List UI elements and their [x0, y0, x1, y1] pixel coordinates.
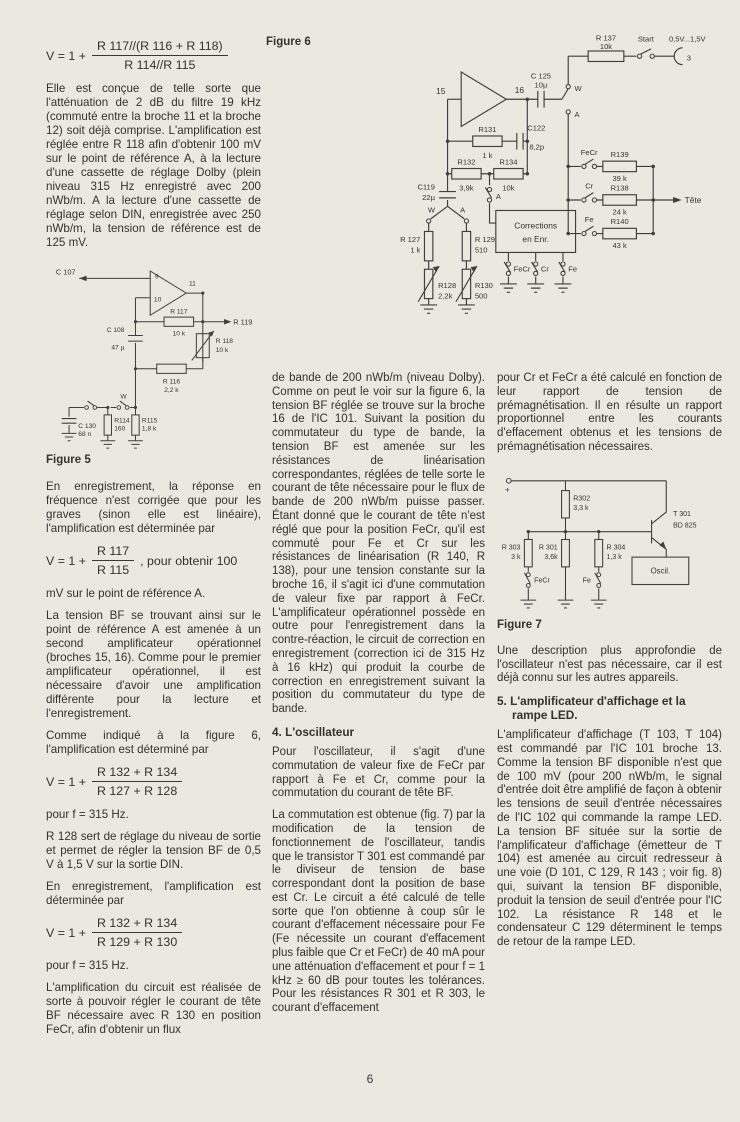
fig7-t301-type: BD 825 [673, 522, 697, 530]
fig7-oscil-label: Oscil. [650, 566, 671, 576]
fig6-start-label: Start [637, 34, 654, 44]
body-paragraph: R 128 sert de réglage du niveau de sortie et permet de régler la tension BF de 0,5 V à 1,5 V sur la sortie DIN. [46, 830, 261, 871]
fig6-r129-label: R 129 [474, 234, 495, 244]
figure5-svg [46, 258, 260, 450]
fig7-t301-label: T 301 [673, 510, 691, 518]
fig5-pin10: 10 [153, 296, 162, 304]
fig6-c122-value: 8,2p [529, 142, 545, 152]
section-heading-4: 4. L'oscillateur [272, 724, 355, 739]
fig6-r128-label: R128 [438, 281, 457, 291]
fig7-r302-value: 3,3 k [573, 504, 589, 512]
fig6-c122-label: C122 [527, 123, 546, 133]
fig6-r132-value: 3,9k [459, 183, 474, 193]
body-paragraph: de bande de 200 nWb/m (niveau Dolby). Comme on peut le voir sur la figure 6, la tension BF réglée se trouve sur la broche 16 de l'IC 101. Suivant la position du commutateur du type de bande, la tension BF est amenée sur les résistances de linéarisation correspondantes, réglées de telle sorte le courant de tête nécessaire pour le flux de bande de 200 nWb/m puisse passer. Étant donné que le courant de tête n'est réglé que pour la position FeCr, qu'il est commuté pour Fe et Cr sur les résistances de linéarisation (R 140, R 138), pour une tension constante sur la broche 16, il s'agit ici d'une commutation de valeur fixe par rapport à FeCr. L'amplificateur opérationnel possède en outre pour l'enregistrement dans la contre-réaction, le circuit de correction en enregistrement (correction ici de 315 Hz à 16 kHz) qui produit la courbe de correction en enregistrement suivant la position du commutateur du type de bande. [272, 372, 485, 716]
right-column [497, 372, 722, 958]
fig7-r304-label: R 304 [606, 544, 626, 552]
formula-lhs: V = 1 + [46, 774, 86, 789]
fig6-r128-value: 2,2k [438, 291, 453, 301]
fig6-r129-value: 510 [474, 245, 488, 255]
formula-2 [46, 544, 261, 577]
fig6-c119-value: 22µ [422, 192, 435, 202]
fig7-r304-value: 1,3 k [606, 553, 622, 561]
fig6-conn3-label: 3 [686, 53, 691, 63]
fig6-pin16: 16 [514, 84, 525, 95]
formula-denominator: R 129 + R 130 [96, 935, 178, 949]
fig6-corr-line2: en Enr. [522, 233, 549, 244]
figure7-caption: Figure 7 [497, 618, 542, 631]
body-paragraph: En enregistrement, la réponse en fréquence n'est corrigée que pour les graves (sinon elle est linéaire), l'amplification est déterminée par [46, 480, 261, 535]
body-paragraph: La tension BF se trouvant ainsi sur le point de référence A est amenée à un second amplificateur opérationnel (broches 15, 16). Comme pour le premier amplificateur opérationnel, il est nécessaire d'avoir une amplification différente pour la lecture et l'enregistrement. [46, 609, 261, 720]
figure7-schematic [497, 463, 722, 631]
fig6-a2-label: A [495, 191, 501, 201]
fig5-pin9: 9 [154, 273, 159, 281]
fig5-r119-label: R 119 [233, 317, 253, 327]
page-number: 6 [366, 1072, 374, 1086]
fig6-band-rows [566, 148, 701, 250]
fig5-r116-value: 2,2 k [164, 386, 179, 394]
body-paragraph: pour f = 315 Hz. [46, 808, 129, 821]
fig6-w-label: W [574, 83, 582, 93]
figure7-svg [497, 463, 722, 615]
body-paragraph: Elle est conçue de telle sorte que l'atténuation de 2 dB du filtre 19 kHz (commuté entre la broche 11 et la broche 12) soit déjà comprise. L'amplification est réglée entre R 118 afin d'obtenir 100 mV sur le point de référence A, à la lecture d'une cassette de réglage Dolby (plein niveau 315 Hz enregistré avec 200 nWb/m. A la lecture d'une cassette de réglage selon DIN, enregistrée avec 250 nWb/m, la tension de référence est de 125 mV. [46, 82, 261, 249]
fig6-r137-label: R 137 [595, 33, 617, 43]
body-paragraph: Une description plus approfondie de l'oscillateur n'est pas nécessaire, car il est déjà connu sur les autres appareils. [497, 644, 722, 685]
formula-numerator: R 117 [92, 544, 134, 561]
fig6-a3-label: A [460, 205, 466, 215]
figure5-schematic [46, 258, 261, 466]
fig6-r139-value: 39 k [612, 174, 627, 184]
fig7-r301-value: 3,6k [544, 553, 558, 561]
formula-3 [46, 765, 261, 798]
fig6-r137-value: 10k [599, 41, 613, 51]
fig6-r131-value: 1 k [482, 151, 493, 161]
body-paragraph: L'amplification du circuit est réalisée de sorte à pouvoir régler le courant de tête BF nécessaire avec R 130 en position FeCr, afin d'obtenir un flux [46, 981, 261, 1036]
fig5-c107-label: C 107 [55, 267, 76, 277]
fig5-r115-value: 1,8 k [141, 425, 157, 433]
formula-numerator: R 117//(R 116 + R 118) [92, 39, 228, 56]
fig5-c108-value: 47 µ [111, 344, 125, 352]
fig5-r117-value: 10 k [172, 330, 186, 338]
fig7-plus-label: + [504, 484, 510, 495]
fig6-r134-value: 10k [502, 183, 515, 193]
fig6-r127-value: 1 k [410, 245, 421, 255]
fig6-r140-label: R140 [610, 217, 629, 227]
fig6-r130-value: 500 [474, 291, 488, 301]
fig6-r139-label: R139 [610, 149, 629, 159]
formula-suffix: , pour obtenir 100 [140, 553, 238, 568]
fig5-pin11: 11 [188, 280, 196, 288]
body-paragraph: L'amplificateur d'affichage (T 103, T 104) est commandé par l'IC 101 broche 13. Comme la tension BF disponible n'est que de 100 mV (pour 200 nWb/m, le signal d'entrée doit être amplifié de façon à obtenir les tensions de seuil d'entrée nécessaires de l'IC 102 qui commande la rampe LED. La tension BF située sur la sortie de l'amplificateur d'affichage (émetteur de T 104) est amenée au circuit redresseur à une voie (D 101, C 129, R 143 ; voir fig. 8) qui, suivant la tension BF disponible, produit la tension de seuil d'entrée pour l'IC 102. La résistance R 148 et le condensateur C 129 déterminent le temps de retour de la rampe LED. [497, 729, 722, 949]
body-paragraph: mV sur le point de référence A. [46, 587, 206, 600]
fig5-r118-label: R 118 [215, 337, 233, 345]
fig5-c130-label: C 130 [78, 422, 96, 430]
fig6-cr-label: Cr [585, 181, 594, 191]
fig6-correction-switches [500, 252, 577, 292]
middle-column [272, 372, 485, 1024]
formula-1 [46, 39, 261, 72]
formula-4 [46, 916, 261, 949]
fig6-r131-label: R131 [478, 124, 497, 134]
formula-denominator: R 115 [96, 563, 130, 577]
body-paragraph: La commutation est obtenue (fig. 7) par la modification de la tension de fonctionnement de l'oscillateur, tandis que le transistor T 301 est commandé par le diviseur de tension de base correspondant dont la position de base est Cr. Le circuit a été calculé de telle sorte que l'on obtienne à coup sûr le courant d'effacement nécessaire pour Fe (Fe nécessite un courant d'effacement plus faible que Cr et FeCr) de 40 mA pour une atténuation d'effacement et pour f = 1 kHz ≥ 60 dB pour toutes les tolérances. Pour les résistances R 301 et R 303, le courant d'effacement [272, 809, 485, 1015]
fig6-sw-fe-label: Fe [568, 264, 578, 274]
fig6-sw-cr-label: Cr [540, 264, 549, 274]
body-paragraph: Pour l'oscillateur, il s'agit d'une commutation de valeur fixe de FeCr par rapport à Fe et Cr, comme pour la commutation du courant de tête BF. [272, 745, 485, 800]
fig5-c130-value: 68 n [78, 431, 92, 439]
formula-lhs: V = 1 + [46, 925, 86, 940]
fig6-r130-label: R130 [474, 281, 493, 291]
fig6-r140-value: 43 k [612, 241, 627, 251]
formula-numerator: R 132 + R 134 [92, 765, 182, 782]
fig6-range-label: 0,5V...1,5V [668, 34, 706, 44]
fig6-r138-label: R138 [610, 183, 629, 193]
body-paragraph: Comme indiqué à la figure 6, l'amplification est déterminé par [46, 729, 261, 756]
figure6-schematic [372, 32, 734, 326]
fig6-tete-label: Tête [684, 195, 702, 206]
fig6-r134-label: R134 [499, 157, 518, 167]
fig6-sw-fecr-label: FeCr [513, 264, 531, 274]
fig6-w2-label: W [427, 205, 435, 215]
fig6-r138-value: 24 k [612, 207, 627, 217]
fig5-r115-label: R115 [141, 417, 158, 425]
fig5-r117-label: R 117 [170, 308, 188, 316]
fig6-r132-label: R132 [457, 157, 476, 167]
fig6-fecr-label: FeCr [580, 147, 598, 157]
fig6-a-label: A [574, 110, 580, 120]
fig7-fe-label: Fe [582, 577, 591, 585]
fig6-c125-label: C 125 [530, 71, 552, 81]
fig7-fecr-label: FeCr [534, 577, 550, 585]
formula-numerator: R 132 + R 134 [92, 916, 182, 933]
fig5-r114-value: 160 [114, 425, 126, 433]
fig7-r303-label: R 303 [501, 544, 521, 552]
figure6-caption: Figure 6 [266, 36, 311, 48]
figure6-svg [372, 32, 734, 326]
formula-lhs: V = 1 + [46, 553, 86, 568]
body-paragraph: pour f = 315 Hz. [46, 959, 129, 972]
fig6-fe-label: Fe [584, 215, 594, 225]
fig5-c108-label: C 108 [106, 326, 125, 334]
fig5-r116-label: R 116 [162, 378, 181, 386]
figure5-caption: Figure 5 [46, 454, 91, 466]
body-paragraph: En enregistrement, l'amplification est déterminée par [46, 880, 261, 907]
fig5-r118-value: 10 k [215, 347, 229, 355]
section-heading-5: 5. L'amplificateur d'affichage et la rampe LED. [497, 694, 686, 723]
formula-denominator: R 114//R 115 [124, 58, 196, 72]
fig6-c119-label: C119 [417, 182, 435, 192]
body-paragraph: pour Cr et FeCr a été calculé en fonction de leur rapport de tension de prémagnétisation. Il en résulte un rapport proportionnel entre les courants d'effacement obtenus et les tensions de prémagnétisation nécessaires. [497, 372, 722, 453]
formula-lhs: V = 1 + [46, 48, 86, 63]
fig6-pin15: 15 [436, 86, 446, 97]
fig6-r127-label: R 127 [400, 234, 421, 244]
fig7-r302-label: R302 [573, 495, 591, 503]
fig7-r301-label: R 301 [538, 544, 558, 552]
fig6-c125-value: 10µ [534, 80, 548, 90]
fig7-r303-value: 3 k [511, 553, 521, 561]
fig5-w-label: W [120, 393, 127, 401]
formula-denominator: R 127 + R 128 [96, 784, 178, 798]
fig5-r114-label: R114 [114, 417, 130, 425]
left-column [46, 34, 261, 1045]
fig6-corr-line1: Corrections [514, 220, 558, 231]
